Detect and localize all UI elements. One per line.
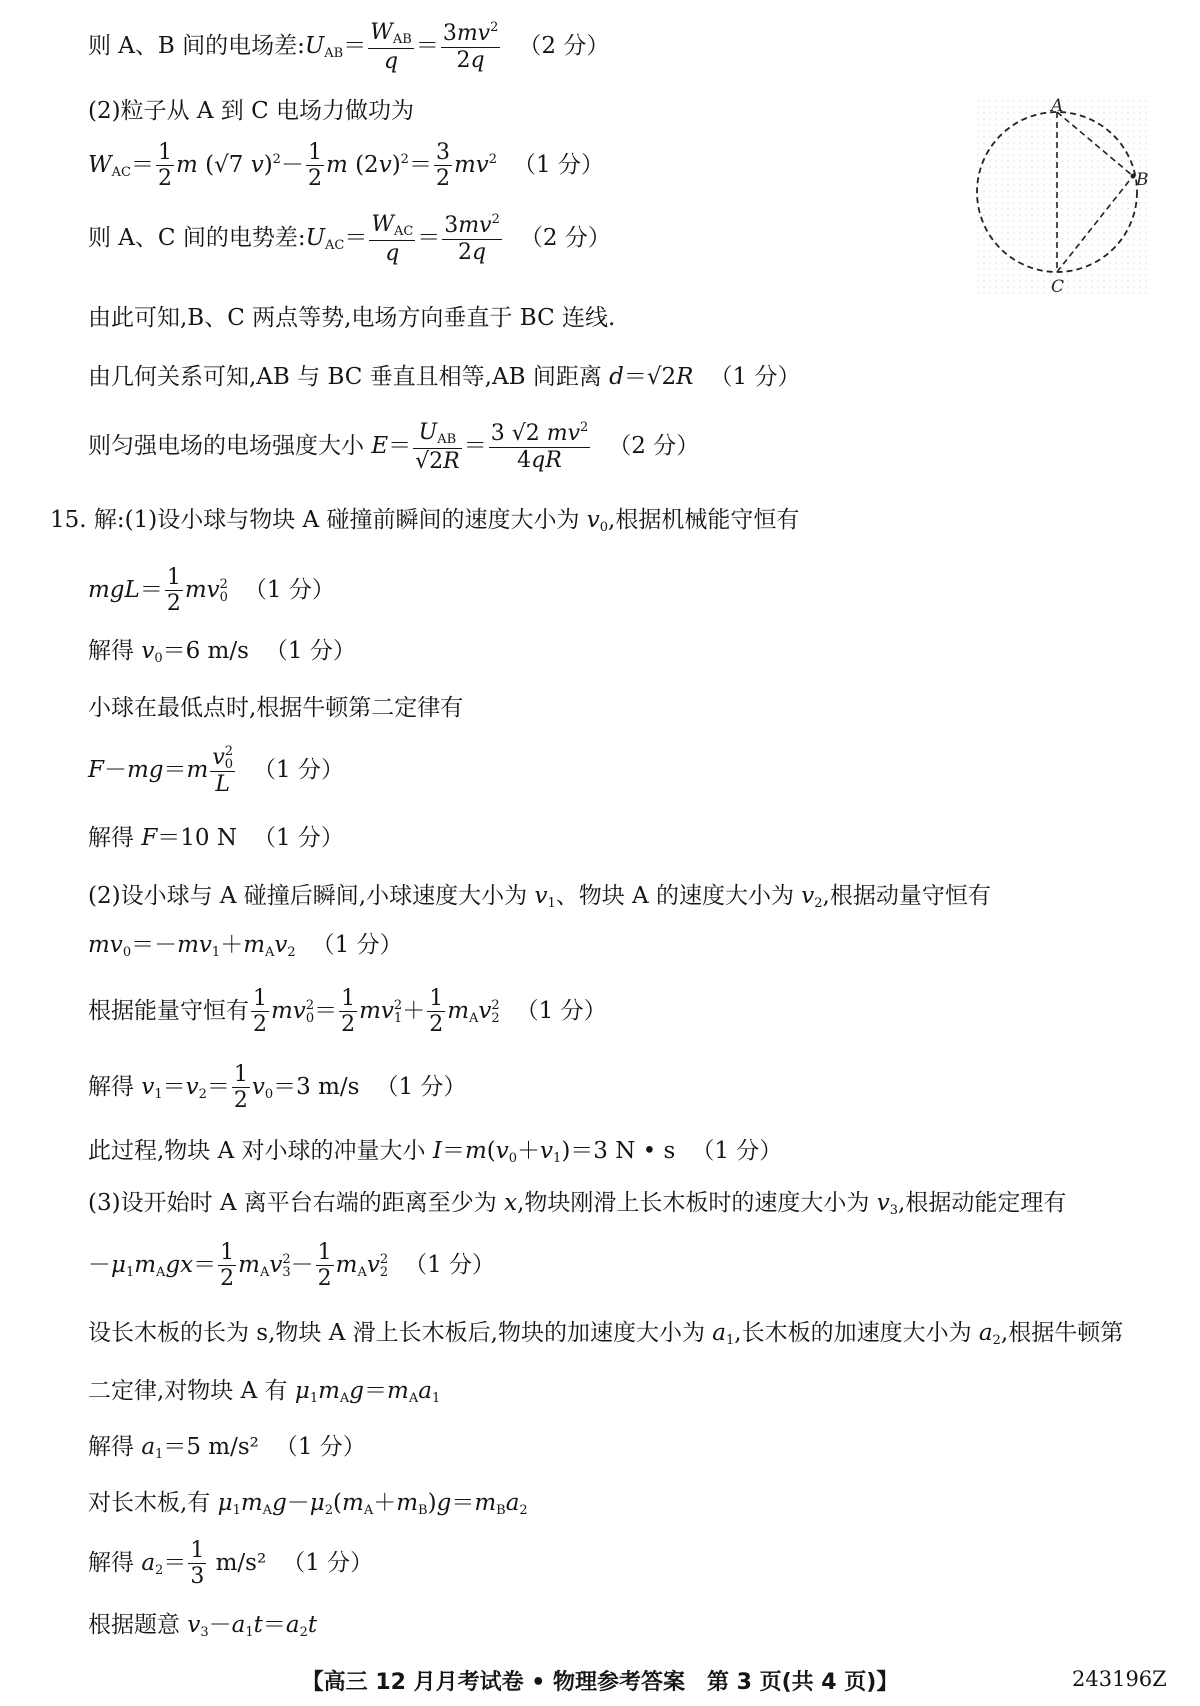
line-distance: 由几何关系可知,AB 与 BC 垂直且相等,AB 间距离 d＝√2R （1 分）: [88, 364, 801, 390]
line-uac: 则 A、C 间的电势差$:U_{AC}=$ $\frac{W_{AC}}{q}$ ＝ $\frac{3mv^2}{2q}$ （2 分）: [88, 212, 611, 266]
line-v0-result: 解得 $v_0=6$ m/s （1 分）: [88, 638, 356, 666]
label-b: B: [1136, 170, 1149, 190]
line-mgl: mgL＝ $\frac{1}{2}$ mv 2 0 （1 分）: [88, 565, 335, 617]
line-block-newton: 二定律,对物块 A 有 $\mu_1m_Ag=m_Aa_1$: [88, 1378, 441, 1406]
line-collision-intro: (2)设小球与 A 碰撞后瞬间,小球速度大小为 $v_1$、物块 A 的速度大小为 $v_2$,根据动量守恒有: [88, 883, 991, 911]
line-energy: 根据能量守恒有 $\frac{1}{2}$ mv 2 0 ＝ $\frac{1}{2}$ mv 2 1 ＋ $\frac{1}{2}$ $m_Av$ 2 2 （1 分）: [88, 986, 607, 1038]
line-board-intro: 设长木板的长为 s,物块 A 滑上长木板后,物块的加速度大小为 $a_1$,长木板的加速度大小为 $a_2$,根据牛顿第: [88, 1320, 1124, 1348]
circle-diagram: [975, 98, 1150, 298]
line-field-strength: 则匀强电场的电场强度大小 E＝ $\frac{U_{AB}}{√2R}$ ＝ $\frac{3 √2 mv^2}{4qR}$ （2 分）: [88, 420, 700, 474]
line-impulse: 此过程,物块 A 对小球的冲量大小 $I=m(v_0+v_1)=3$ N • s （1 分）: [88, 1138, 783, 1166]
line-uab: 则 A、B 间的电场差$:U_{AB}=$ $\frac{W_{AB}}{q}$ ＝ $\frac{3mv^2}{2q}$ （2 分）: [88, 20, 610, 74]
line-condition: 根据题意 $v_3-a_1t=a_2t$: [88, 1612, 318, 1640]
label-a: A: [1051, 98, 1064, 116]
line-part3-intro: (3)设开始时 A 离平台右端的距离至少为 x,物块刚滑上长木板时的速度大小为 $v_3$,根据动能定理有: [88, 1190, 1067, 1218]
line-v1-result: 解得 $v_1=v_2=$ $\frac{1}{2}$ $v_0=3$ m/s （1 分）: [88, 1062, 467, 1114]
label-c: C: [1051, 277, 1065, 297]
line-wac: $W_{AC}=$ $\frac{1}{2}$ m (√7 v)$^2$－ $\frac{1}{2}$ m $(2v)^2=$ $\frac{3}{2}$ $mv^2$ （1 分）: [88, 140, 604, 192]
question-15-intro: 15. 解:(1)设小球与物块 A 碰撞前瞬间的速度大小为 $v_0$,根据机械能守恒有: [50, 507, 800, 535]
line-momentum: $mv_0=-mv_1+m_Av_2$ （1 分）: [88, 932, 403, 960]
line-f-mg: F－mg＝m v 2 0 L （1 分）: [88, 744, 344, 797]
point-b: [1131, 174, 1136, 179]
line-work-ac-intro: (2)粒子从 A 到 C 电场力做功为: [88, 98, 415, 124]
dotted-field-background: [977, 100, 1147, 295]
line-newton-lowest: 小球在最低点时,根据牛顿第二定律有: [88, 695, 464, 721]
line-f-result: 解得 F＝10 N （1 分）: [88, 825, 344, 851]
line-work-energy: $-\mu_1m_Agx=$ $\frac{1}{2}$ $m_Av$ 2 3 － $\frac{1}{2}$ $m_Av$ 2 2 （1 分）: [88, 1240, 496, 1292]
line-board-newton: 对长木板,有 $\mu_1m_Ag-\mu_2(m_A+m_B)g=m_Ba_2$: [88, 1490, 528, 1518]
line-a2-result: 解得 $a_2=$ $\frac{1}{3}$ m/s² （1 分）: [88, 1538, 374, 1590]
line-a1-result: 解得 $a_1=5$ m/s² （1 分）: [88, 1434, 366, 1462]
page-footer-title: 【高三 12 月月考试卷 • 物理参考答案 第 3 页(共 4 页)】: [301, 1670, 899, 1695]
page-footer-code: 243196Z: [1072, 1667, 1167, 1691]
line-equipotential: 由此可知,B、C 两点等势,电场方向垂直于 BC 连线.: [88, 305, 616, 331]
